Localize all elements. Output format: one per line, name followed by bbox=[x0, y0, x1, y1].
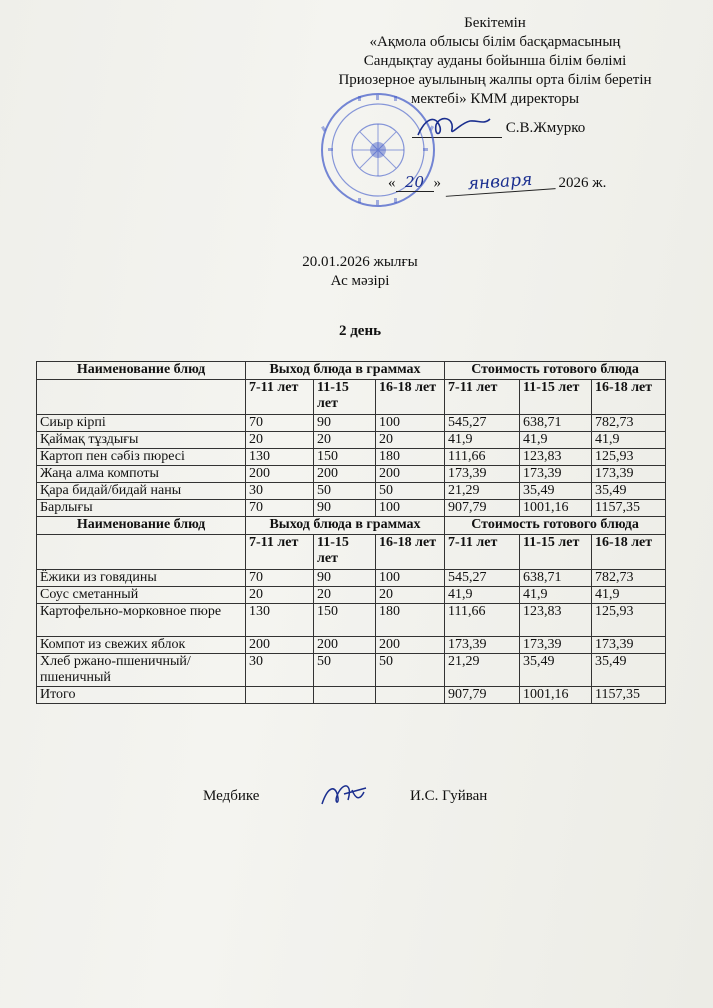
cost-cell: 173,39 bbox=[445, 466, 520, 483]
weight-cell: 70 bbox=[246, 570, 314, 587]
cost-cell: 782,73 bbox=[592, 415, 666, 432]
weight-cell: 20 bbox=[314, 587, 376, 604]
cost-cell: 123,83 bbox=[520, 449, 592, 466]
dish-name-cell: Компот из свежих яблок bbox=[37, 637, 246, 654]
weight-cell: 30 bbox=[246, 654, 314, 687]
weight-cell: 30 bbox=[246, 483, 314, 500]
age-group-header: 16-18 лет bbox=[376, 535, 445, 570]
cost-cell: 35,49 bbox=[520, 654, 592, 687]
dish-name-cell: Жаңа алма компоты bbox=[37, 466, 246, 483]
nurse-name: И.С. Гуйван bbox=[410, 788, 488, 804]
cost-cell: 1001,16 bbox=[520, 687, 592, 704]
cost-cell: 907,79 bbox=[445, 687, 520, 704]
weight-cell: 100 bbox=[376, 570, 445, 587]
dish-name-cell: Соус сметанный bbox=[37, 587, 246, 604]
cost-cell: 173,39 bbox=[592, 637, 666, 654]
dish-name-cell: Ёжики из говядины bbox=[37, 570, 246, 587]
dish-name-cell: Хлеб ржано-пшеничный/пшеничный bbox=[37, 654, 246, 687]
weight-cell: 70 bbox=[246, 500, 314, 517]
table-row bbox=[37, 483, 666, 500]
weight-cell: 200 bbox=[314, 637, 376, 654]
weight-cell: 90 bbox=[314, 500, 376, 517]
weight-cell: 50 bbox=[314, 483, 376, 500]
age-group-header: 11-15 лет bbox=[314, 380, 376, 415]
date-day: 20 bbox=[396, 173, 434, 192]
age-group-header: 7-11 лет bbox=[246, 535, 314, 570]
cost-cell: 173,39 bbox=[592, 466, 666, 483]
cost-cell: 41,9 bbox=[592, 432, 666, 449]
header-dish-name: Наименование блюд bbox=[37, 517, 246, 535]
cost-cell: 41,9 bbox=[520, 432, 592, 449]
weight-cell: 150 bbox=[314, 604, 376, 637]
weight-cell: 20 bbox=[246, 432, 314, 449]
date-month: января bbox=[444, 168, 555, 197]
age-group-header: 16-18 лет bbox=[592, 535, 666, 570]
cost-cell: 21,29 bbox=[445, 654, 520, 687]
table-row bbox=[37, 654, 666, 687]
cost-cell: 125,93 bbox=[592, 449, 666, 466]
cost-cell: 41,9 bbox=[445, 432, 520, 449]
weight-cell: 100 bbox=[376, 415, 445, 432]
age-group-header: 16-18 лет bbox=[376, 380, 445, 415]
header-dish-name: Наименование блюд bbox=[37, 362, 246, 380]
weight-cell: 200 bbox=[246, 466, 314, 483]
weight-cell: 50 bbox=[314, 654, 376, 687]
cost-cell: 907,79 bbox=[445, 500, 520, 517]
header-cost: Стоимость готового блюда bbox=[445, 517, 666, 535]
nurse-role: Медбике bbox=[203, 788, 260, 804]
approval-line-1: «Ақмола облысы білім басқармасының bbox=[369, 34, 621, 50]
weight-cell: 200 bbox=[376, 637, 445, 654]
cost-cell: 111,66 bbox=[445, 449, 520, 466]
age-group-header: 11-15 лет bbox=[520, 535, 592, 570]
table-row bbox=[37, 432, 666, 449]
dish-name-cell: Қара бидай/бидай наны bbox=[37, 483, 246, 500]
menu-day: 2 день bbox=[338, 323, 382, 339]
cost-cell: 638,71 bbox=[520, 415, 592, 432]
cost-cell: 123,83 bbox=[520, 604, 592, 637]
cost-cell: 782,73 bbox=[592, 570, 666, 587]
weight-cell: 200 bbox=[376, 466, 445, 483]
cost-cell: 111,66 bbox=[445, 604, 520, 637]
header-blank bbox=[37, 380, 246, 415]
age-group-header: 7-11 лет bbox=[445, 380, 520, 415]
weight-cell: 90 bbox=[314, 570, 376, 587]
nurse-signature bbox=[318, 780, 370, 810]
weight-cell: 20 bbox=[246, 587, 314, 604]
header-output: Выход блюда в граммах bbox=[246, 517, 445, 535]
table-row bbox=[37, 587, 666, 604]
approval-date bbox=[388, 169, 618, 195]
menu-subtitle: Ас мәзірі bbox=[330, 273, 390, 289]
header-output: Выход блюда в граммах bbox=[246, 362, 445, 380]
cost-cell: 41,9 bbox=[592, 587, 666, 604]
table-row bbox=[37, 687, 666, 704]
age-group-header: 11-15 лет bbox=[314, 535, 376, 570]
age-group-header: 7-11 лет bbox=[246, 380, 314, 415]
approval-line-2: Сандықтау ауданы бойынша білім бөлімі bbox=[363, 53, 627, 69]
date-quote-open: « bbox=[388, 175, 396, 191]
age-group-header: 11-15 лет bbox=[520, 380, 592, 415]
table-row bbox=[37, 604, 666, 637]
date-year: 2026 ж. bbox=[558, 175, 607, 191]
weight-cell: 130 bbox=[246, 449, 314, 466]
cost-cell: 173,39 bbox=[445, 637, 520, 654]
cost-cell: 21,29 bbox=[445, 483, 520, 500]
header-cost: Стоимость готового блюда bbox=[445, 362, 666, 380]
cost-cell: 173,39 bbox=[520, 466, 592, 483]
weight-cell: 20 bbox=[376, 587, 445, 604]
cost-cell: 41,9 bbox=[520, 587, 592, 604]
cost-cell: 125,93 bbox=[592, 604, 666, 637]
table-row bbox=[37, 449, 666, 466]
weight-cell: 100 bbox=[376, 500, 445, 517]
table-row bbox=[37, 570, 666, 587]
weight-cell: 70 bbox=[246, 415, 314, 432]
weight-cell bbox=[376, 687, 445, 704]
dish-name-cell: Қаймақ тұздығы bbox=[37, 432, 246, 449]
weight-cell: 20 bbox=[376, 432, 445, 449]
weight-cell: 150 bbox=[314, 449, 376, 466]
dish-name-cell: Сиыр кірпі bbox=[37, 415, 246, 432]
cost-cell: 1001,16 bbox=[520, 500, 592, 517]
weight-cell bbox=[314, 687, 376, 704]
weight-cell: 50 bbox=[376, 654, 445, 687]
table-row bbox=[37, 637, 666, 654]
cost-cell: 35,49 bbox=[520, 483, 592, 500]
cost-cell: 1157,35 bbox=[592, 500, 666, 517]
cost-cell: 35,49 bbox=[592, 654, 666, 687]
weight-cell: 20 bbox=[314, 432, 376, 449]
age-group-header: 7-11 лет bbox=[445, 535, 520, 570]
director-signature bbox=[414, 113, 494, 141]
dish-name-cell: Итого bbox=[37, 687, 246, 704]
weight-cell: 50 bbox=[376, 483, 445, 500]
director-name: С.В.Жмурко bbox=[505, 120, 586, 136]
dish-name-cell: Картоп пен сәбіз пюресі bbox=[37, 449, 246, 466]
date-quote-close: » bbox=[433, 175, 441, 191]
age-group-header: 16-18 лет bbox=[592, 380, 666, 415]
cost-cell: 41,9 bbox=[445, 587, 520, 604]
header-blank bbox=[37, 535, 246, 570]
table-row bbox=[37, 466, 666, 483]
weight-cell: 200 bbox=[246, 637, 314, 654]
cost-cell: 545,27 bbox=[445, 415, 520, 432]
weight-cell: 130 bbox=[246, 604, 314, 637]
approval-line-4: мектебі» КММ директоры bbox=[410, 91, 580, 107]
approval-line-3: Приозерное ауылының жалпы орта білім беретін bbox=[338, 72, 652, 88]
table-row bbox=[37, 500, 666, 517]
dish-name-cell: Картофельно-морковное пюре bbox=[37, 604, 246, 637]
cost-cell: 173,39 bbox=[520, 637, 592, 654]
dish-name-cell: Барлығы bbox=[37, 500, 246, 517]
menu-date: 20.01.2026 жылғы bbox=[302, 254, 418, 270]
cost-cell: 638,71 bbox=[520, 570, 592, 587]
approval-title: Бекітемін bbox=[464, 15, 526, 31]
menu-table bbox=[36, 361, 666, 704]
table-row bbox=[37, 415, 666, 432]
cost-cell: 545,27 bbox=[445, 570, 520, 587]
weight-cell: 180 bbox=[376, 449, 445, 466]
weight-cell: 90 bbox=[314, 415, 376, 432]
weight-cell: 200 bbox=[314, 466, 376, 483]
cost-cell: 1157,35 bbox=[592, 687, 666, 704]
weight-cell: 180 bbox=[376, 604, 445, 637]
weight-cell bbox=[246, 687, 314, 704]
cost-cell: 35,49 bbox=[592, 483, 666, 500]
